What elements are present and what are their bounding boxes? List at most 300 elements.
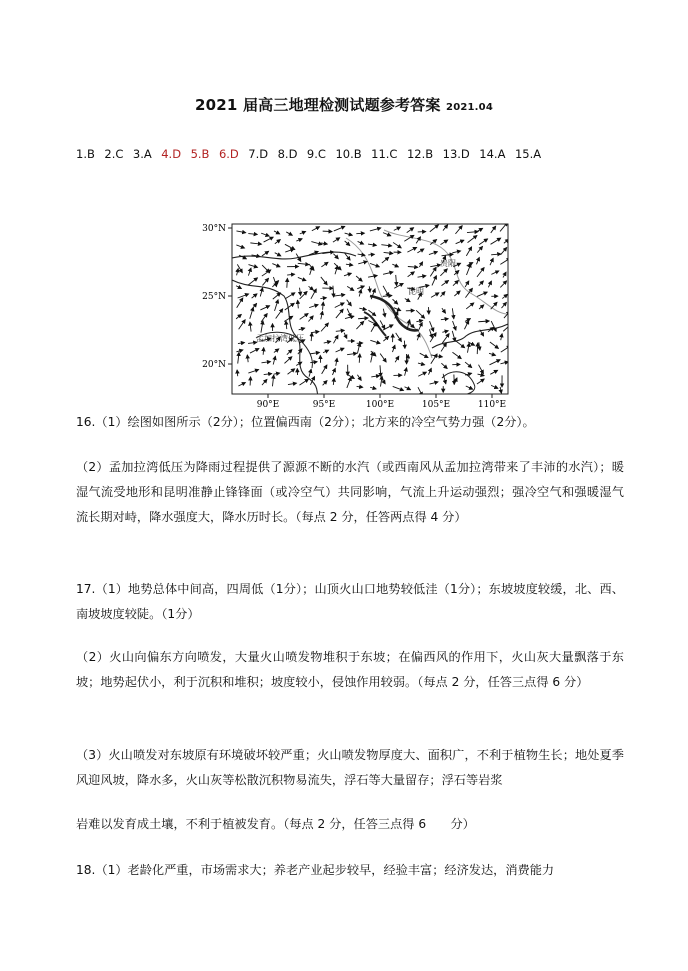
wind-arrow [299,379,308,385]
wind-arrow [358,318,368,319]
wind-arrow [418,276,426,277]
wind-arrow [333,335,338,343]
answer-item: 13.D [442,147,470,161]
wind-arrow [309,305,318,308]
wind-arrow [250,322,251,331]
wind-arrow [416,310,424,318]
place-label-kunming: 昆明 [408,287,424,296]
wind-arrow [345,241,350,245]
wind-arrow [285,303,294,310]
wind-arrow [500,281,506,288]
wind-arrow [335,266,338,274]
wind-arrow [393,299,398,304]
wind-arrow [432,276,436,286]
answer-item: 8.D [277,147,298,161]
wind-arrow [384,252,393,253]
wind-arrow [333,254,338,259]
wind-arrow [477,268,484,277]
wind-arrow [310,362,317,363]
wind-arrow [275,240,280,244]
wind-arrow [284,316,292,321]
wind-arrow [322,365,327,374]
wind-arrow [333,378,334,385]
wind-arrow [405,368,407,376]
lon-label-95: 95°E [312,400,336,408]
wind-arrow [418,363,425,365]
wind-map [196,218,516,408]
wind-arrow [248,268,251,276]
wind-arrow [465,281,469,287]
wind-arrow [264,237,274,242]
wind-arrow [392,264,398,267]
wind-arrow [479,281,484,286]
wind-arrow [345,316,354,318]
wind-arrow [416,237,420,244]
lat-label-25: 25°N [202,292,226,302]
wind-arrow [442,334,449,343]
wind-arrow [312,227,320,231]
wind-arrow [272,281,278,287]
wind-arrow [381,245,391,246]
wind-arrow [311,333,312,341]
wind-arrow [383,286,389,296]
wind-arrow [336,309,343,318]
wind-arrow [466,247,471,256]
wind-arrow [321,277,327,285]
wind-arrow [452,331,455,341]
wind-arrow [456,240,464,244]
wind-arrow [479,239,487,245]
wind-arrow [274,373,280,374]
wind-arrow [478,374,485,376]
wind-arrow [273,356,275,364]
wind-arrow [453,281,458,286]
wind-arrow [359,308,366,310]
wind-arrow [300,314,308,320]
wind-arrow [479,365,484,374]
lon-axis [257,394,506,408]
wind-arrow [383,336,388,341]
wind-arrow [382,257,389,263]
document-title [0,94,688,115]
wind-arrow [250,377,251,386]
wind-arrow [464,321,468,330]
lat-label-20: 20°N [202,360,226,370]
wind-arrow [359,354,360,363]
wind-arrow [383,272,393,274]
wind-arrow [274,231,280,234]
wind-arrow [491,302,497,309]
wind-arrow [501,248,507,255]
wind-arrow [239,320,246,329]
wind-arrow [264,374,272,375]
wind-arrow [477,246,482,252]
wind-arrow [476,257,479,264]
wind-arrow [298,300,299,308]
wind-arrow [501,302,506,308]
wind-arrow [357,375,361,381]
wind-arrow [347,309,351,317]
wind-arrow [418,372,426,376]
wind-arrow [323,381,327,386]
wind-arrow [287,278,288,287]
wind-arrow [274,349,279,353]
wind-arrow [392,345,394,352]
wind-arrow [272,264,280,267]
q16-part2: （2）孟加拉湾低压为降雨过程提供了源源不断的水汽（或西南风从孟加拉湾带来了丰沛的水汽）；暖湿气流受地形和昆明准静止锋锋面（或冷空气）共同影响，气流上升运动强烈；强冷空气和强暖湿气流长期对峙，降水强度大，降水历时长。（每点 2 分，任答两点得 4 分） [76,460,624,524]
wind-arrow [465,319,470,322]
wind-arrow [248,265,257,268]
wind-arrow [236,314,241,318]
wind-arrow [273,293,281,299]
wind-arrow [454,291,460,296]
wind-arrow [383,296,392,297]
wind-arrow [299,328,305,330]
wind-arrow [260,288,262,297]
wind-arrow [333,286,334,297]
wind-arrow [383,309,385,317]
wind-arrow [452,251,460,253]
wind-arrow [334,226,345,231]
q18-part1: 18.（1）老龄化严重，市场需求大；养老产业起步较早，经验丰富；经济发达，消费能力 [76,863,555,877]
wind-arrow [345,233,353,235]
wind-arrow [490,342,499,348]
wind-arrow [320,298,326,299]
wind-arrow [465,362,472,367]
wind-arrow [275,253,281,256]
wind-arrow [311,289,316,299]
wind-arrow [248,234,257,235]
wind-arrow [286,232,292,235]
wind-arrow [309,369,311,376]
wind-arrow [490,258,493,265]
wind-arrow [479,305,484,309]
lon-label-100: 100°E [365,400,395,408]
answer-item: 7.D [248,147,269,161]
answer-item: 9.C [306,147,326,161]
wind-arrow [466,386,473,389]
wind-arrow [250,243,261,244]
wind-arrow [429,329,432,337]
wind-arrow [335,303,344,308]
wind-arrow [236,245,244,248]
wind-arrow [440,292,444,297]
wind-arrow [408,355,409,362]
lon-label-105: 105°E [421,400,451,408]
title-text: 2021 届高三地理检测试题参考答案 [195,96,441,114]
wind-arrow [261,362,270,363]
wind-arrow [442,281,449,286]
answer-item: 6.D [218,147,239,161]
wind-arrow [393,242,401,247]
q17-part2: （2）火山向偏东方向喷发，大量火山喷发物堆积于东坡；在偏西风的作用下，火山灰大量飘落于东坡；地势起伏小，利于沉积和堆积；坡度较小，侵蚀作用较弱。（每点 2 分，任答三点得 6 分） [76,650,624,689]
wind-arrow [236,231,245,233]
wind-arrow [237,370,238,376]
wind-arrow [442,254,454,256]
wind-arrow [501,346,511,352]
wind-arrow [236,286,241,289]
wind-arrow [452,308,453,318]
wind-arrow [396,275,397,286]
wind-arrow [288,369,295,374]
wind-arrow [236,350,242,352]
wind-arrows [236,222,511,395]
wind-arrow [416,320,422,321]
answer-item: 15.A [514,147,542,161]
wind-arrow [321,311,323,319]
wind-arrow [321,323,328,331]
wind-arrow [500,387,501,393]
wind-arrow [408,266,418,267]
wind-arrow [252,294,257,298]
wind-arrow [248,278,257,285]
wind-arrow [417,249,424,253]
wind-arrow [276,309,283,319]
wind-arrow [336,330,344,331]
wind-arrow [300,232,306,234]
wind-arrow [347,300,352,306]
wind-arrow [489,353,495,355]
wind-arrow [237,269,239,276]
wind-arrow [405,298,410,301]
wind-arrow [371,352,373,362]
q17-part1: 17.（1）地势总体中间高，四周低（1分）；山顶火山口地势较低洼（1分）；东坡坡度较缓，北、西、南坡坡度较陡。（1分） [76,582,624,621]
wind-arrow [491,321,496,331]
wind-arrow [430,225,439,232]
wind-arrow [286,321,287,329]
wind-arrow [491,226,496,233]
answer-item: 12.B [406,147,434,161]
answer-item: 1.B [76,147,95,161]
wind-arrow [408,272,415,277]
place-label-bay-low: 孟加拉湾低压 [256,334,304,343]
wind-arrow [296,239,302,241]
wind-arrow [358,241,364,244]
wind-arrow [311,332,319,333]
wind-arrow [260,306,269,310]
wind-arrow [368,254,374,255]
wind-arrow [357,386,363,387]
wind-arrow [369,286,370,292]
wind-arrow [263,348,264,355]
wind-arrow [383,233,391,236]
wind-arrow [430,267,436,276]
wind-arrow [358,262,367,264]
q17-part3: （3）火山喷发对东坡原有环境破坏较严重；火山喷发物厚度大、面积广，不利于植物生长；地处夏季风迎风坡，降水多，火山灰等松散沉积物易流失，浮石等大量留存；浮石等岩浆 [76,748,624,787]
wind-arrow [336,358,337,366]
wind-map-figure [196,218,516,412]
wind-arrow [238,294,249,298]
wind-arrow [371,323,376,332]
wind-arrow [478,321,489,322]
wind-arrow [370,263,379,266]
wind-arrow [248,370,258,373]
wind-arrow [311,242,322,245]
wind-arrow [238,352,239,363]
wind-arrow [477,379,484,384]
wind-arrow [287,274,294,275]
wind-arrow [440,269,447,276]
wind-arrow [442,308,446,313]
wind-arrow [321,262,328,267]
wind-arrow [344,333,347,339]
wind-arrow [491,385,498,388]
answer-item: 5.B [190,147,210,161]
wind-arrow [504,311,510,318]
wind-arrow [336,348,344,352]
wind-arrow [394,283,403,288]
wind-arrow [405,387,411,390]
wind-arrow [395,356,399,362]
answer-item: 11.C [371,147,398,161]
wind-arrow [394,227,401,230]
wind-arrow [356,233,364,234]
wind-arrow [357,286,364,289]
province-border [384,230,508,314]
wind-arrow [418,323,422,332]
wind-arrow [440,240,447,245]
wind-arrow [491,238,501,244]
wind-arrow [502,294,507,298]
wind-arrow [417,334,419,341]
coastline [432,324,508,348]
wind-arrow [247,355,248,362]
wind-arrow [380,320,385,328]
wind-arrow [420,353,428,357]
q17-part3-cont: 岩难以发育成土壤，不利于植被发育。（每点 2 分，任答三点得 6 分） [76,817,475,831]
wind-arrow [490,370,497,374]
wind-arrow [285,249,294,252]
answer-item: 14.A [479,147,506,161]
wind-arrow [479,342,480,350]
wind-arrow [237,298,243,308]
wind-arrow [488,281,491,287]
wind-arrow [467,232,478,233]
lat-label-30: 30°N [202,224,226,234]
wind-arrow [309,286,314,290]
wind-arrow [452,352,461,358]
q16-part1: 16.（1）绘图如图所示（2分）；位置偏西南（2分）；北方来的冷空气势力强（2分）。 [76,415,535,429]
wind-arrow [344,273,351,276]
wind-arrow [285,293,294,299]
wind-arrow [441,319,448,320]
wind-arrow [261,233,269,236]
wind-arrow [238,383,245,386]
answer-key-row [76,147,551,161]
wind-arrow [468,236,477,243]
wind-arrow [251,304,256,311]
wind-arrow [491,271,499,275]
wind-arrow [250,349,259,354]
wind-arrow [262,270,271,276]
wind-arrow [467,343,469,352]
wind-arrow [298,277,306,280]
wind-arrow [262,379,267,385]
lat-axis [202,224,232,370]
wind-arrow [370,340,380,343]
wind-arrow [500,362,508,364]
wind-arrow [323,350,329,353]
wind-arrow [371,376,379,377]
answer-item: 2.C [104,147,124,161]
wind-arrow [430,382,438,384]
wind-arrow [321,243,327,244]
wind-arrow [407,228,414,233]
wind-arrow [368,244,376,245]
wind-arrow [323,302,324,310]
wind-arrow [407,247,416,252]
wind-arrow [333,295,345,297]
wind-arrow [429,252,437,255]
title-date: 2021.04 [446,102,493,113]
wind-arrow [272,375,273,386]
wind-arrow [489,360,500,365]
answer-item: 4.D [161,147,182,161]
lon-label-90: 90°E [256,400,280,408]
wind-arrow [359,290,361,297]
wind-arrow [296,362,302,365]
wind-arrow [324,341,331,343]
wind-arrow [347,353,357,354]
wind-arrow [347,377,351,388]
place-label-guiyang: 贵阳 [440,259,456,268]
wind-arrow [466,303,474,309]
wind-arrow [443,225,448,231]
wind-arrow [430,321,434,331]
wind-arrow [347,286,354,290]
wind-arrow [310,266,313,274]
wind-arrow [477,292,487,296]
wind-arrow [262,278,268,285]
wind-arrow [357,343,360,354]
wind-arrow [419,262,422,267]
wind-arrow [455,226,462,234]
wind-arrow [356,321,363,329]
wind-arrow [441,363,447,368]
wind-arrow [261,314,267,322]
wind-arrow [332,368,335,375]
wind-arrow [356,276,362,281]
wind-arrow [500,258,510,264]
wind-arrow [477,228,482,231]
island-outline [442,372,475,395]
wind-arrow [288,383,297,384]
wind-arrow [287,350,292,355]
wind-arrow [396,333,402,342]
wind-arrow [308,316,313,322]
wind-arrow [358,254,365,255]
wind-arrow [238,343,245,344]
wind-arrow [380,354,386,362]
wind-arrow [491,254,501,255]
wind-arrow [368,276,377,278]
wind-arrow [431,293,439,298]
wind-arrow [370,387,376,389]
wind-arrow [275,300,279,311]
wind-arrow [370,228,381,231]
wind-arrow [284,357,291,364]
wind-arrow [501,334,502,341]
wind-arrow [310,352,320,353]
wind-arrow [261,321,263,333]
wind-arrow [262,251,269,256]
answer-item: 10.B [335,147,362,161]
wind-arrow [453,321,456,330]
wind-arrow [428,368,431,374]
wind-arrow [300,288,301,296]
wind-arrow [298,263,309,264]
wind-arrow [442,331,448,333]
